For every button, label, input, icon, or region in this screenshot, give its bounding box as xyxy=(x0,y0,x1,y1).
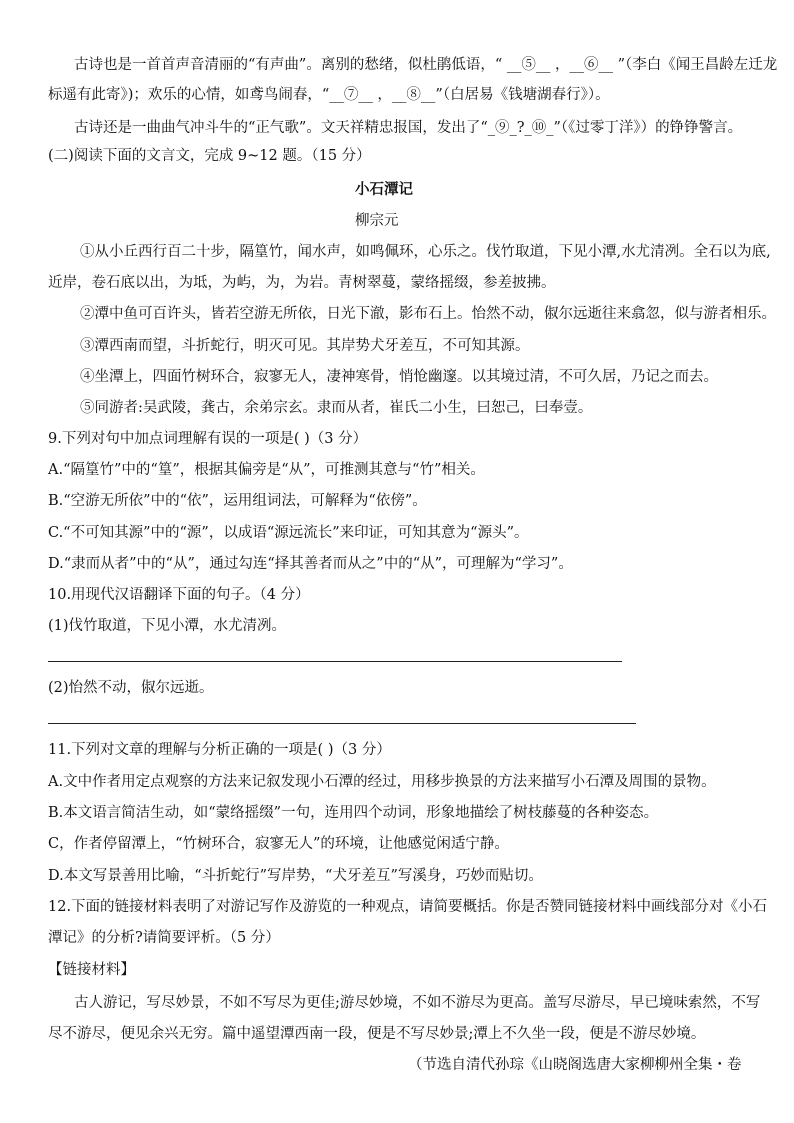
question-stem: 11.下列对文章的理解与分析正确的一项是( )（3 分） xyxy=(48,742,391,758)
passage-line: ④坐潭上，四面竹树环合，寂寥无人，凄神寒骨，悄怆幽邃。以其境过清，不可久居，乃记之而去。 xyxy=(80,369,718,385)
sentence-1: (1)伐竹取道，下见小潭，水尤清冽。 xyxy=(48,618,287,634)
passage-line: ①从小丘西行百二十步，隔篁竹，闻水声，如鸣佩环，心乐之。伐竹取道，下见小潭,水尤清冽。全石以为底, xyxy=(80,244,771,260)
passage-author: 柳宗元 xyxy=(355,213,399,229)
passage-line: ③潭西南而望，斗折蛇行，明灭可见。其岸势犬牙差互，不可知其源。 xyxy=(80,338,530,354)
sentence-2: (2)怡然不动，俶尔远逝。 xyxy=(48,680,214,696)
option-a: A.文中作者用定点观察的方法来记叙发现小石潭的经过，用移步换景的方法来描写小石潭及周围的景物。 xyxy=(48,774,716,790)
option-b: B.“空游无所依”中的“依”，运用组词法，可解释为“依傍”。 xyxy=(48,493,427,509)
passage-line: 近岸，卷石底以出，为坻，为屿，为，为岩。青树翠蔓，蒙络摇缀，参差披拂。 xyxy=(48,275,556,291)
answer-line[interactable] xyxy=(48,661,622,662)
option-a: A.“隔篁竹”中的“篁”，根据其偏旁是“从”，可推测其意与“竹”相关。 xyxy=(48,462,485,478)
question-stem: 9.下列对句中加点词理解有误的一项是( )（3 分） xyxy=(48,431,368,447)
link-material-line: 尽不游尽，便见余兴无穷。篇中遥望潭西南一段，便是不写尽妙景;潭上不久坐一段，便是不游尽妙境。 xyxy=(48,1026,706,1042)
source-citation: （节选自清代孙琮《山晓阁选唐大家柳柳州全集・卷 xyxy=(408,1057,742,1073)
link-material-label: 【链接材料】 xyxy=(48,962,135,978)
option-c: C，作者停留潭上，“竹树环合，寂寥无人”的环境，让他感觉闲适宁静。 xyxy=(48,836,509,852)
question-stem: 12.下面的链接材料表明了对游记写作及游览的一种观点，请简要概括。你是否赞同链接材料中画线部分对《小石 xyxy=(48,899,768,915)
text-line: 标遥有此寄》)；欢乐的心情，如鸢鸟闹春，“__⑦__ ，__⑧__”（白居易《钱塘湖春行》）。 xyxy=(48,87,610,103)
poetry-para-2: 古诗还是一曲曲气冲斗牛的“正气歌”。文天祥精忠报国，发出了“_⑨_?_⑩_”（《过零丁洋》）的铮铮警言。 xyxy=(74,120,743,136)
question-stem-cont: 潭记》的分析?请简要评析。（5 分） xyxy=(48,930,280,946)
passage-title: 小石潭记 xyxy=(355,181,413,198)
answer-line[interactable] xyxy=(48,723,636,724)
question-stem: 10.用现代汉语翻译下面的句子。（4 分） xyxy=(48,587,310,603)
text-line: 古诗也是一首首声音清丽的“有声曲”。离别的愁绪，似杜鹃低语，“ __⑤__ ，__⑥__ ”（李白《闻王昌龄左迁龙 xyxy=(74,57,778,73)
option-c: C.“不可知其源”中的“源”，以成语“源远流长”来印证，可知其意为“源头”。 xyxy=(48,525,529,541)
option-b: B.本文语言简洁生动，如“蒙络摇缀”一句，连用四个动词，形象地描绘了树枝藤蔓的各种姿态。 xyxy=(48,805,659,821)
passage-line: ⑤同游者:吴武陵，龚古，余弟宗玄。隶而从者，崔氏二小生，曰恕己，曰奉壹。 xyxy=(80,400,593,416)
passage-line: ②潭中鱼可百许头，皆若空游无所依，日光下澈，影布石上。怡然不动，俶尔远逝往来翕忽，似与游者相乐。 xyxy=(80,306,776,322)
option-d: D.“隶而从者”中的“从”，通过勾连“择其善者而从之”中的“从”，可理解为“学习”。 xyxy=(48,556,573,572)
option-d: D.本文写景善用比喻，“斗折蛇行”写岸势，“犬牙差互”写溪身，巧妙而贴切。 xyxy=(48,868,543,884)
section-heading: (二)阅读下面的文言文，完成 9~12 题。（15 分） xyxy=(48,148,371,164)
link-material-line: 古人游记，写尽妙景，不如不写尽为更佳;游尽妙境，不如不游尽为更高。盖写尽游尽，早已境味索然，不写 xyxy=(74,995,761,1011)
